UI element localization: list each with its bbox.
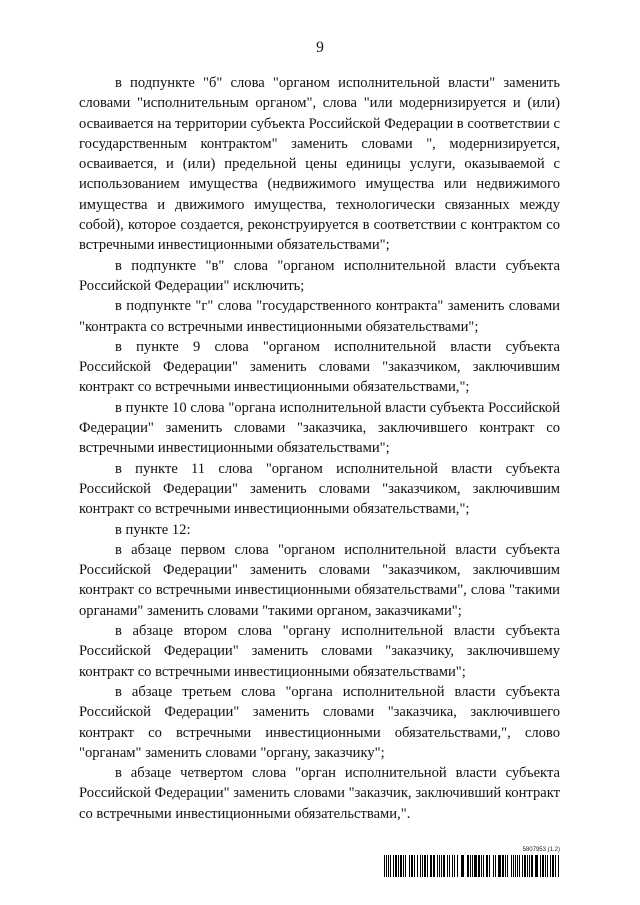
paragraph: в абзаце втором слова "органу исполнительной власти субъекта Российской Федерации" заменить словами "заказчику, заключившему контракт со встречными инвестиционными обязательствами"; — [79, 623, 560, 680]
barcode-graphic — [384, 855, 560, 877]
page-number: 9 — [316, 39, 324, 56]
paragraph: в подпункте "в" слова "органом исполнительной власти субъекта Российской Федерации" исключить; — [79, 257, 560, 294]
paragraph: в подпункте "г" слова "государственного контракта" заменить словами "контракта со встречными инвестиционными обязательствами"; — [79, 298, 560, 335]
paragraph: в пункте 12: — [115, 521, 191, 538]
paragraph: в пункте 10 слова "органа исполнительной власти субъекта Российской Федерации" заменить словами "заказчика, заключившего контракт со встречными инвестиционными обязательствами"; — [79, 399, 560, 457]
paragraph: в абзаце третьем слова "органа исполнительной власти субъекта Российской Федерации" заменить словами "заказчика, заключившего контракт со встречными инвестиционными обязательствами,", слово "органам" заменить словами "органу, заказчику"; — [79, 683, 560, 761]
paragraph: в пункте 11 слова "органом исполнительной власти субъекта Российской Федерации" заменить словами "заказчиком, заключившим контракт со встречными инвестиционными обязательствами,"; — [79, 460, 560, 518]
document-code: 5807953 (1.2) — [522, 847, 560, 853]
paragraph: в абзаце четвертом слова "орган исполнительной власти субъекта Российской Федерации" заменить словами "заказчик, заключивший контракт со встречными инвестиционными обязательствами,". — [79, 765, 560, 822]
paragraph: в пункте 9 слова "органом исполнительной власти субъекта Российской Федерации" заменить словами "заказчиком, заключившим контракт со встречными инвестиционными обязательствами,"; — [79, 338, 560, 396]
document-body — [79, 73, 560, 824]
paragraph: в абзаце первом слова "органом исполнительной власти субъекта Российской Федерации" заменить словами "заказчиком, заключившим контракт со встречными инвестиционными обязательствами", слова "такими органами" заменить словами "такими органом, заказчиками"; — [79, 541, 560, 619]
paragraph: в подпункте "б" слова "органом исполнительной власти" заменить словами "исполнительным органом", слова "или модернизируется и (или) осваивается на территории субъекта Российской Федерации в соответствии с государственным контрактом" заменить словами ", модернизируется, осваивается, и (или) предельной цены единицы услуги, оказываемой с использованием имущества (недвижимого имущества или недвижимого имущества и движимого имущества, технологически связанных между собой), которое создается, реконструируется в соответствии с контрактом со встречными инвестиционными обязательствами"; — [79, 75, 560, 254]
